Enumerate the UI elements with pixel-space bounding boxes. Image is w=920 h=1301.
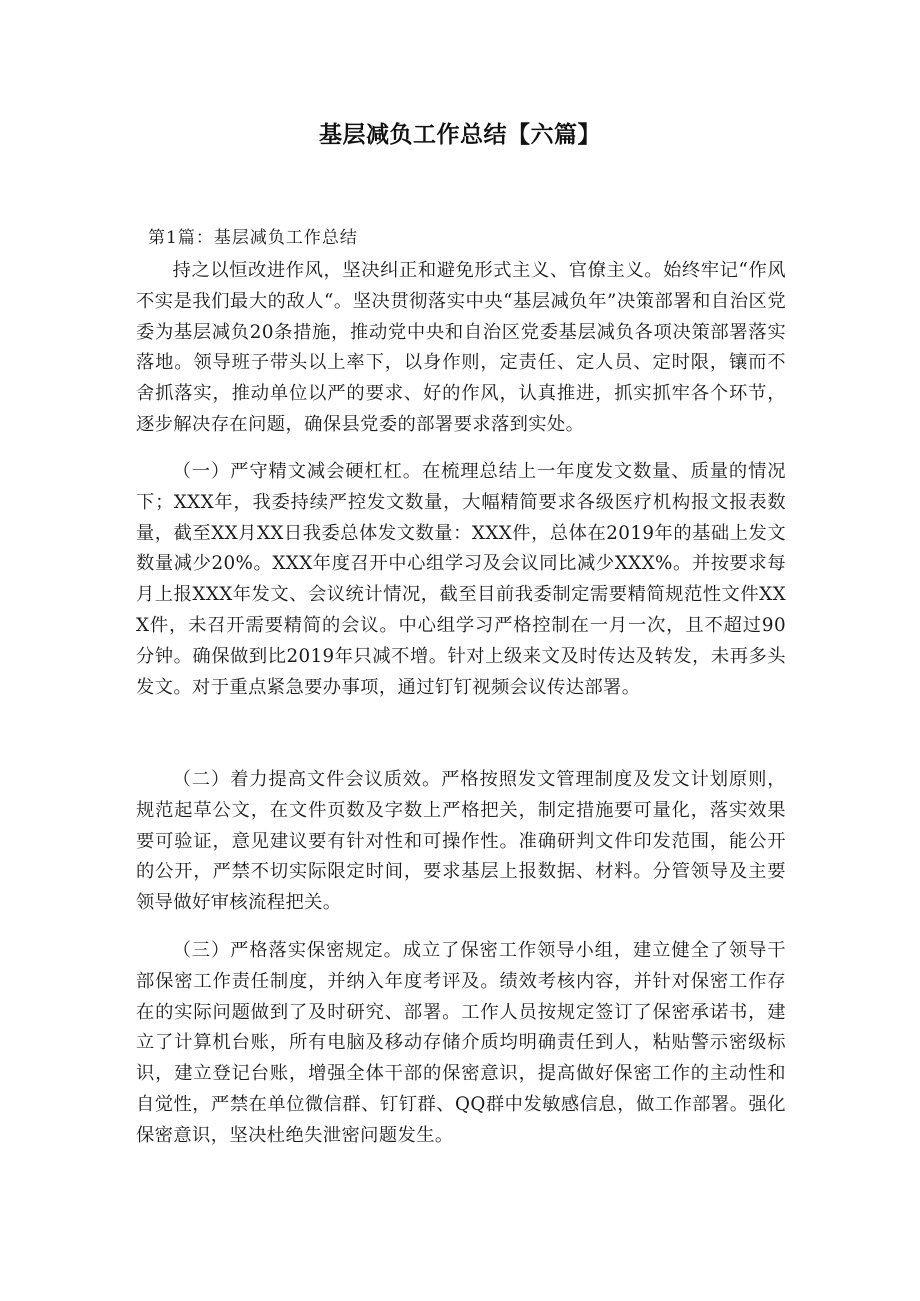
paragraph-item-3: （三）严格落实保密规定。成立了保密工作领导小组，建立健全了领导干部保密工作责任制度，并纳入年度考评及。绩效考核内容，并针对保密工作存在的实际问题做到了及时研究、部署。工作人员按规定签订了保密承诺书，建立了计算机台账，所有电脑及移动存储介质均明确责任到人，粘贴警示密级标识，建立登记台账，增强全体干部的保密意识，提高做好保密工作的主动性和自觉性，严禁在单位微信群、钉钉群、QQ群中发敏感信息，做工作部署。强化保密意识，坚决杜绝失泄密问题发生。 xyxy=(136,940,786,1146)
page-title: 基层减负工作总结【六篇】 xyxy=(319,122,601,148)
paragraph-intro: 持之以恒改进作风，坚决纠正和避免形式主义、官僚主义。始终牢记“作风不实是我们最大的敌人“。坚决贯彻落实中央“基层减负年”决策部署和自治区党委为基层减负20条措施，推动党中央和自治区党委基层减负各项决策部署落实落地。领导班子带头以上率下，以身作则，定责任、定人员、定时限，镶而不舍抓落实，推动单位以严的要求、好的作风，认真推进，抓实抓牢各个环节，逐步解决存在问题，确保县党委的部署要求落到实处。 xyxy=(136,260,786,435)
section-heading: 第1篇：基层减负工作总结 xyxy=(148,228,358,248)
paragraph-item-2: （二）着力提高文件会议质效。严格按照发文管理制度及发文计划原则，规范起草公文，在文件页数及字数上严格把关，制定措施要可量化，落实效果要可验证，意见建议要有针对性和可操作性。准确研判文件印发范围，能公开的公开，严禁不切实际限定时间，要求基层上报数据、材料。分管领导及主要领导做好审核流程把关。 xyxy=(136,769,786,914)
paragraph-item-1: （一）严守精文减会硬杠杠。在梳理总结上一年度发文数量、质量的情况下；XXX年，我委持续严控发文数量，大幅精简要求各级医疗机构报文报表数量，截至XX月XX日我委总体发文数量：XXX件，总体在2019年的基础上发文数量减少20%。XXX年度召开中心组学习及会议同比减少XXX%。并按要求每月上报XXX年发文、会议统计情况，截至目前我委制定需要精简规范性文件XXX件，未召开需要精简的会议。中心组学习严格控制在一月一次，且不超过90分钟。确保做到比2019年只减不增。针对上级来文及时传达及转发，未再多头发文。对于重点紧急要办事项，通过钉钉视频会议传达部署。 xyxy=(136,461,786,698)
